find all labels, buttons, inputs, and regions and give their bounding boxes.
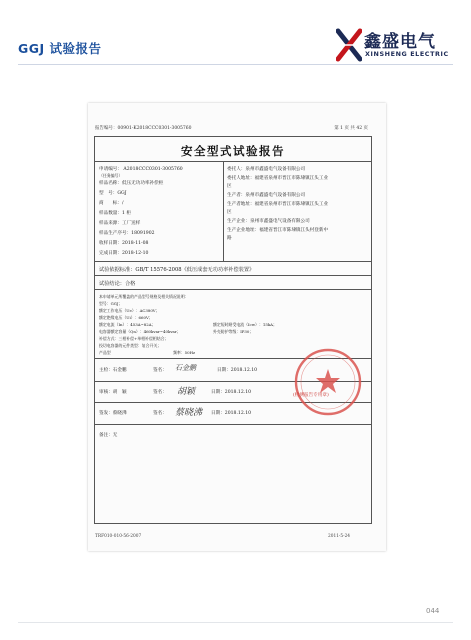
- logo-english-name: XINSHENG ELECTRIC: [365, 50, 449, 58]
- field-model: 型 号：GGJ: [99, 191, 127, 196]
- field-manufacturer: 生产企业：泉州市鑫盛电气设备有限公司: [227, 219, 310, 224]
- desc-line: 型号：GGJ；: [99, 301, 123, 306]
- xinsheng-logo-icon: [336, 28, 362, 62]
- document-code: TRF010-010-56-2007: [95, 534, 142, 539]
- company-logo: [336, 28, 464, 64]
- field-sample-source: 样品来源：工厂送样: [99, 221, 141, 226]
- column-divider: [223, 161, 224, 261]
- field-serial-no: 样品生产序号：18091902: [99, 231, 155, 236]
- issuer-date: 日期：2018.12.10: [211, 411, 252, 416]
- issuer-signature: 蔡晓沸: [175, 408, 203, 418]
- page-header-title: GGJ 试验报告: [18, 41, 102, 56]
- report-frame: [94, 136, 372, 524]
- report-number: 报告编号：00901-K2018CCC0301-3005760: [95, 126, 192, 131]
- field-task-no: （任务编号）: [99, 173, 123, 178]
- issuer-name: 签发：蔡晓沸: [99, 411, 127, 416]
- desc-line: 投切电容器的元件类型：复合开关；: [99, 343, 162, 348]
- inspector-date: 日期：2018.12.10: [217, 368, 258, 373]
- desc-line: 额定工作电压（Ue）：AC380V；: [99, 308, 160, 313]
- rule: [95, 161, 371, 162]
- desc-line: 产品型: [99, 350, 111, 355]
- inspector-name: 主检：石金鹏: [99, 368, 127, 373]
- page-number: 044: [426, 607, 440, 615]
- field-manufacturer-address-cont: 路: [227, 236, 232, 241]
- footer-divider: [18, 622, 453, 623]
- field-producer-address-cont: 区: [227, 210, 232, 215]
- desc-line: 电容器额定容量（Qn）：460kvar~40kvar；: [99, 329, 181, 334]
- test-conclusion: 试验结论：合格: [99, 281, 136, 287]
- reviewer-name: 审核：胡 颖: [99, 390, 127, 395]
- inspector-signature: 石金鹏: [175, 364, 196, 372]
- field-producer-address: 生产者地址：福建省泉州市晋江市陈埭镇江头工业: [227, 202, 329, 207]
- report-note: 备注：无: [99, 433, 118, 438]
- field-producer: 生产者：泉州市鑫盛电气设备有限公司: [227, 193, 306, 198]
- field-sample-name: 样品名称：低压无功功率补偿柜: [99, 181, 164, 186]
- desc-line: 补偿方式：三相补偿+单相补偿相结合；: [99, 336, 169, 341]
- seal-caption: (检测报告专用章): [293, 393, 329, 398]
- desc-line-right: 外壳防护等级：IP30；: [213, 329, 254, 334]
- sign-label: 签名：: [153, 390, 167, 395]
- desc-line-right: 额定短时耐受电流（Icw）：15kA；: [213, 322, 277, 327]
- field-finish-date: 完成日期：2018-12-10: [99, 251, 149, 256]
- field-client: 委托人：泉州市鑫盛电气设备有限公司: [227, 167, 306, 172]
- desc-line: 本申请单元所覆盖的产品型号规格及相关情况说明：: [99, 294, 189, 299]
- rule: [95, 275, 371, 276]
- desc-line: 额定电流（In）：453A~82A；: [99, 322, 156, 327]
- reviewer-signature: 胡颖: [177, 387, 196, 397]
- field-client-address-cont: 区: [227, 184, 232, 189]
- test-basis: 试验依据标准：GB/T 15576-2008《低压成套无功功率补偿装置》: [99, 267, 255, 273]
- field-trademark: 商 标：/: [99, 201, 124, 206]
- desc-line: 额定绝缘电压（Ui）：660V；: [99, 315, 153, 320]
- field-sample-qty: 样品数量：1 柜: [99, 211, 131, 216]
- report-title: 安全型式试验报告: [181, 144, 285, 158]
- page-info: 第 1 页 共 42 页: [334, 126, 368, 131]
- field-client-address: 委托人地址：福建省泉州市晋江市陈埭镇江头工业: [227, 176, 329, 181]
- rule: [95, 289, 371, 290]
- field-manufacturer-address: 生产企业地址：福建省晋江市陈埭镇江头村登新中: [227, 228, 329, 233]
- sign-label: 签名：: [153, 411, 167, 416]
- field-receive-date: 收样日期：2018-11-08: [99, 241, 149, 246]
- rule: [95, 424, 371, 425]
- test-report-scan: [88, 103, 386, 551]
- document-date: 2011-5-24: [328, 534, 351, 539]
- reviewer-date: 日期：2018.12.10: [211, 390, 252, 395]
- field-application-no: 申请编号： A2018CCC0301-3005760: [99, 167, 183, 172]
- logo-chinese-name: 鑫盛电气: [364, 32, 436, 52]
- header-divider: [18, 64, 453, 65]
- official-seal-stamp: [293, 347, 363, 417]
- rule: [95, 261, 371, 262]
- sign-label: 签名：: [153, 368, 167, 373]
- desc-frequency: 频率：50Hz: [173, 350, 196, 355]
